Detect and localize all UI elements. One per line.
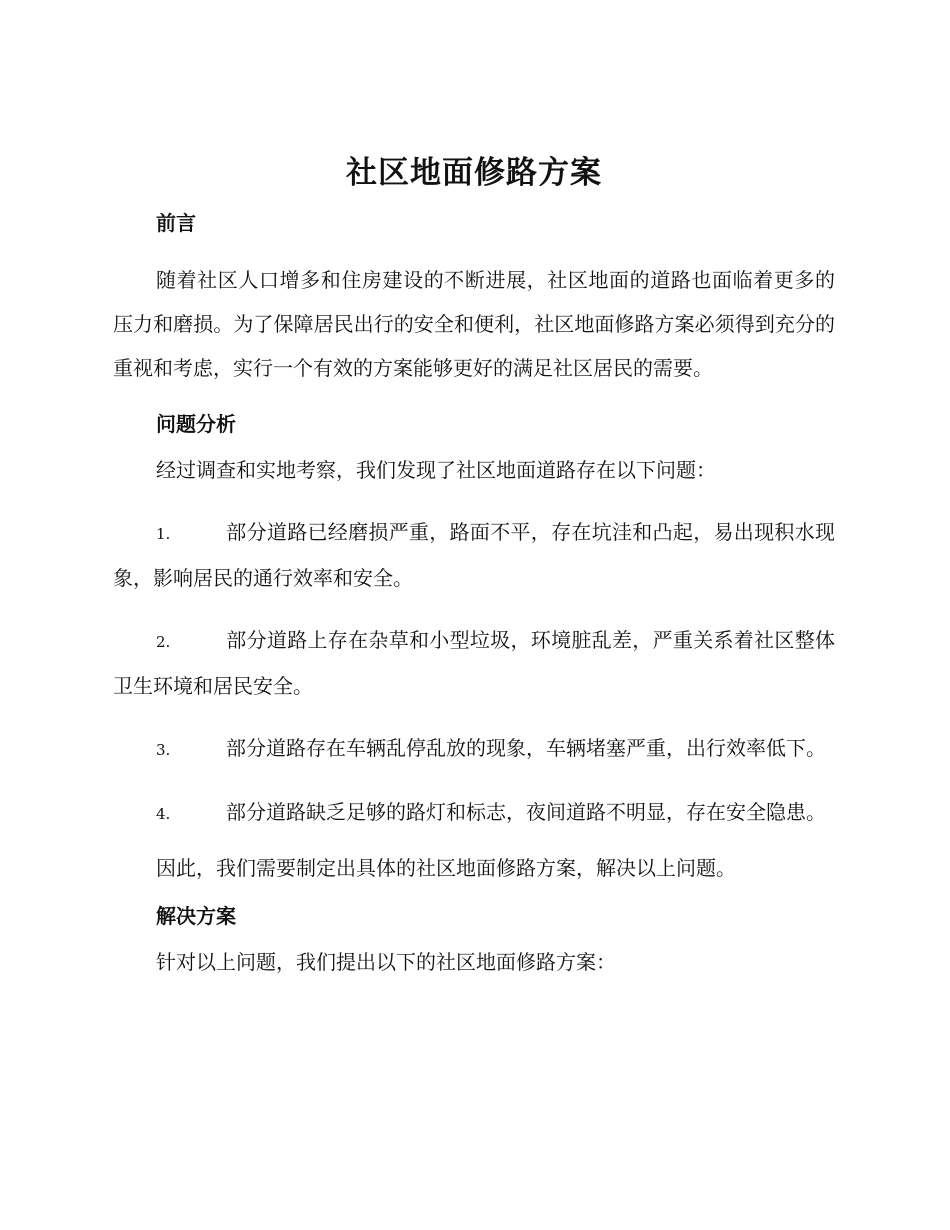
- list-item: [113, 510, 835, 600]
- analysis-conclusion: 因此，我们需要制定出具体的社区地面修路方案，解决以上问题。: [156, 856, 736, 880]
- list-item: [113, 726, 835, 772]
- list-text: 部分道路存在车辆乱停乱放的现象，车辆堵塞严重，出行效率低下。: [226, 736, 826, 760]
- list-number: 4.: [156, 805, 171, 823]
- list-item: [113, 790, 835, 836]
- list-number: 2.: [156, 633, 171, 651]
- list-text: 部分道路缺乏足够的路灯和标志，夜间道路不明显，存在安全隐患。: [226, 800, 826, 824]
- list-item: [113, 618, 835, 708]
- list-number: 3.: [156, 741, 171, 759]
- section-heading-preface: 前言: [156, 211, 196, 235]
- preface-paragraph: 随着社区人口增多和住房建设的不断进展，社区地面的道路也面临着更多的压力和磨损。为了保障居民出行的安全和便利，社区地面修路方案必须得到充分的重视和考虑，实行一个有效的方案能够更好的满足社区居民的需要。: [113, 268, 835, 380]
- analysis-intro: 经过调查和实地考察，我们发现了社区地面道路存在以下问题：: [156, 458, 716, 482]
- list-text: 部分道路上存在杂草和小型垃圾，环境脏乱差，严重关系着社区整体卫生环境和居民安全。: [113, 628, 835, 698]
- list-text: 部分道路已经磨损严重，路面不平，存在坑洼和凸起，易出现积水现象，影响居民的通行效率和安全。: [113, 520, 835, 590]
- document-body: [113, 150, 835, 984]
- section-heading-analysis: 问题分析: [156, 412, 236, 436]
- solution-intro: 针对以上问题，我们提出以下的社区地面修路方案：: [156, 950, 616, 974]
- section-heading-solution: 解决方案: [156, 904, 236, 928]
- list-number: 1.: [156, 525, 171, 543]
- document-title: 社区地面修路方案: [346, 155, 602, 191]
